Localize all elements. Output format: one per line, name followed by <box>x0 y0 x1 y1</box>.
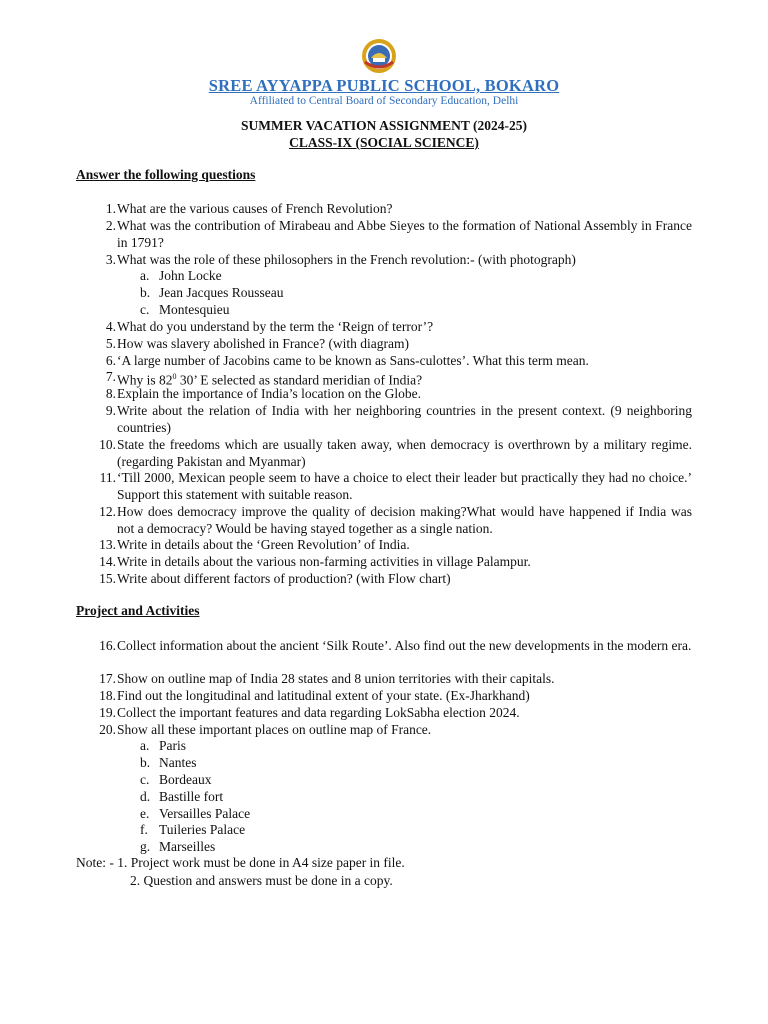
project-item: 16. Collect information about the ancient ‘Silk Route’. Also find out the new developments in the modern era. <box>99 638 692 653</box>
project-item: 20. Show all these important places on outline map of France. <box>99 722 432 737</box>
place-item: d. Bastille fort <box>140 789 224 804</box>
question-item: 1. What are the various causes of French Revolution? <box>105 201 393 216</box>
philosopher-item: b. Jean Jacques Rousseau <box>140 285 284 300</box>
note-line-2: 2. Question and answers must be done in a copy. <box>130 873 393 888</box>
question-item: 7. Why is $82^0$ 30’ E selected as standard meridian of India? <box>105 369 423 388</box>
question-item: 11. ‘Till 2000, Mexican people seem to have a choice to elect their leader but practically they had no choice.’ Support this statement with suitable reason. <box>99 470 692 502</box>
place-item: b. Nantes <box>140 755 197 770</box>
question-item: 3. What was the role of these philosophers in the French revolution:- (with photograph) <box>105 252 576 267</box>
philosopher-item: c. Montesquieu <box>140 302 230 317</box>
class-title: CLASS-IX (SOCIAL SCIENCE) <box>289 135 479 150</box>
question-item: 12. How does democracy improve the quality of decision making?What would have happened if India was not a democracy? Would be having stayed together as a single nation. <box>99 504 692 536</box>
question-item: 13. Write in details about the ‘Green Revolution’ of India. <box>99 537 410 552</box>
note-line-1: Note: - 1. Project work must be done in A4 size paper in file. <box>76 855 405 870</box>
project-item: 18. Find out the longitudinal and latitudinal extent of your state. (Ex-Jharkhand) <box>99 688 530 703</box>
question-item: 9. Write about the relation of India with her neighboring countries in the present context. (9 neighboring countries) <box>105 403 692 435</box>
question-item: 15. Write about different factors of production? (with Flow chart) <box>99 571 451 586</box>
question-item: 8. Explain the importance of India’s location on the Globe. <box>105 386 422 401</box>
question-item: 4. What do you understand by the term the ‘Reign of terror’? <box>105 319 434 334</box>
question-item: 6. ‘A large number of Jacobins came to be known as Sans-culottes’. What this term mean. <box>105 353 589 368</box>
section-heading-questions: Answer the following questions <box>76 167 256 182</box>
question-item: 14. Write in details about the various non-farming activities in village Palampur. <box>99 554 531 569</box>
place-item: f. Tuileries Palace <box>140 822 246 837</box>
assignment-title: SUMMER VACATION ASSIGNMENT (2024-25) <box>241 118 527 133</box>
school-name: SREE AYYAPPA PUBLIC SCHOOL, BOKARO <box>208 76 560 95</box>
place-item: c. Bordeaux <box>140 772 212 787</box>
question-item: 2. What was the contribution of Mirabeau and Abbe Sieyes to the formation of National Assembly in France in 1791? <box>105 218 692 250</box>
place-item: e. Versailles Palace <box>140 806 251 821</box>
place-item: a. Paris <box>140 738 186 753</box>
section-heading-projects: Project and Activities <box>76 603 200 618</box>
question-item: 10. State the freedoms which are usually taken away, when democracy is overthrown by a military regime. (regarding Pakistan and Myanmar) <box>99 437 692 469</box>
project-item: 17. Show on outline map of India 28 states and 8 union territories with their capitals. <box>99 671 555 686</box>
project-item: 19. Collect the important features and data regarding LokSabha election 2024. <box>99 705 520 720</box>
affiliation-text: Affiliated to Central Board of Secondary Education, Delhi <box>249 95 519 107</box>
school-emblem-icon <box>361 38 397 74</box>
philosopher-item: a. John Locke <box>140 268 222 283</box>
place-item: g. Marseilles <box>140 839 216 854</box>
question-item: 5. How was slavery abolished in France? (with diagram) <box>105 336 410 351</box>
